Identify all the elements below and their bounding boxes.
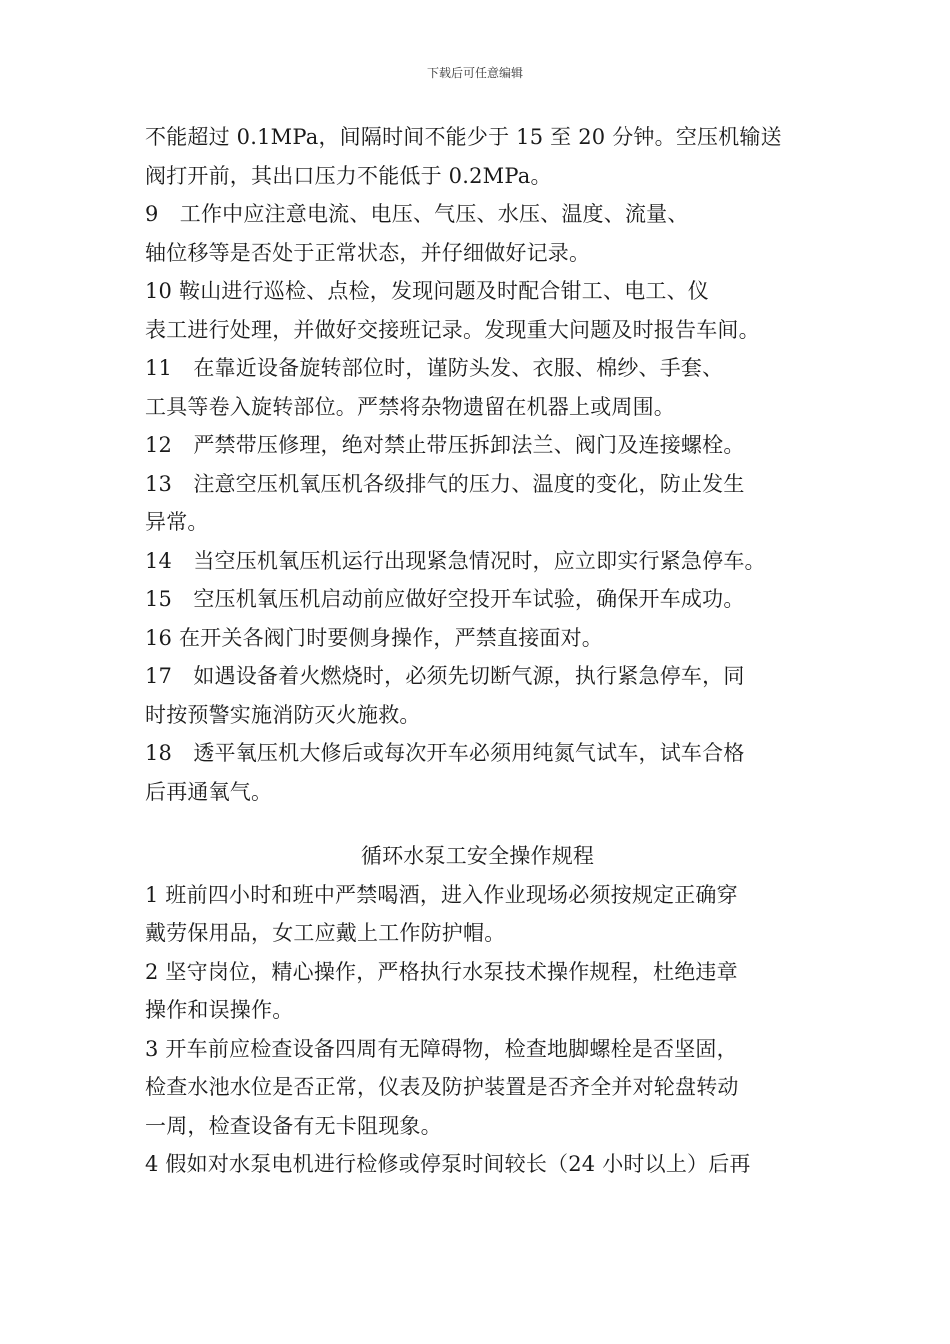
text-line: 14 当空压机氧压机运行出现紧急情况时，应立即实行紧急停车。 xyxy=(145,548,766,573)
document-body xyxy=(145,118,810,1184)
text-line: 18 透平氧压机大修后或每次开车必须用纯氮气试车，试车合格 xyxy=(145,741,745,765)
text-line: 时按预警实施消防灭火施救。 xyxy=(145,702,421,727)
text-line: 1 班前四小时和班中严禁喝酒，进入作业现场必须按规定正确穿 xyxy=(145,882,738,907)
text-line: 3 开车前应检查设备四周有无障碍物，检查地脚螺栓是否坚固， xyxy=(145,1036,738,1061)
text-line: 工具等卷入旋转部位。严禁将杂物遗留在机器上或周围。 xyxy=(145,394,675,419)
text-line: 表工进行处理，并做好交接班记录。发现重大问题及时报告车间。 xyxy=(145,317,760,342)
text-line: 检查水池水位是否正常，仪表及防护装置是否齐全并对轮盘转动 xyxy=(145,1075,739,1099)
text-line: 15 空压机氧压机启动前应做好空投开车试验，确保开车成功。 xyxy=(145,587,745,611)
text-line: 2 坚守岗位，精心操作，严格执行水泵技术操作规程，杜绝违章 xyxy=(145,959,738,984)
text-line: 11 在靠近设备旋转部位时，谨防头发、衣服、棉纱、手套、 xyxy=(145,356,724,380)
text-line: 16 在开关各阀门时要侧身操作，严禁直接面对。 xyxy=(145,625,603,650)
text-line: 操作和误操作。 xyxy=(145,998,294,1022)
text-line: 10 鞍山进行巡检、点检，发现问题及时配合钳工、电工、仪 xyxy=(145,279,709,303)
text-line: 轴位移等是否处于正常状态，并仔细做好记录。 xyxy=(145,240,591,265)
text-line: 4 假如对水泵电机进行检修或停泵时间较长（24 小时以上）后再 xyxy=(145,1152,751,1176)
text-line: 12 严禁带压修理，绝对禁止带压拆卸法兰、阀门及连接螺栓。 xyxy=(145,433,745,457)
text-line: 异常。 xyxy=(145,510,209,534)
text-line: 13 注意空压机氧压机各级排气的压力、温度的变化，防止发生 xyxy=(145,471,745,496)
text-line: 阀打开前，其出口压力不能低于 0.2MPa。 xyxy=(145,163,552,188)
text-line: 17 如遇设备着火燃烧时，必须先切断气源，执行紧急停车，同 xyxy=(145,664,745,688)
text-line: 后再通氧气。 xyxy=(145,779,273,804)
text-line: 戴劳保用品，女工应戴上工作防护帽。 xyxy=(145,921,506,945)
text-line: 9 工作中应注意电流、电压、气压、水压、温度、流量、 xyxy=(145,202,689,226)
page-header: 下载后可任意编辑 xyxy=(426,66,523,80)
text-line: 一周，检查设备有无卡阻现象。 xyxy=(145,1113,442,1138)
section-title: 循环水泵工安全操作规程 xyxy=(360,844,595,868)
text-line: 不能超过 0.1MPa，间隔时间不能少于 15 至 20 分钟。空压机输送 xyxy=(145,125,782,149)
